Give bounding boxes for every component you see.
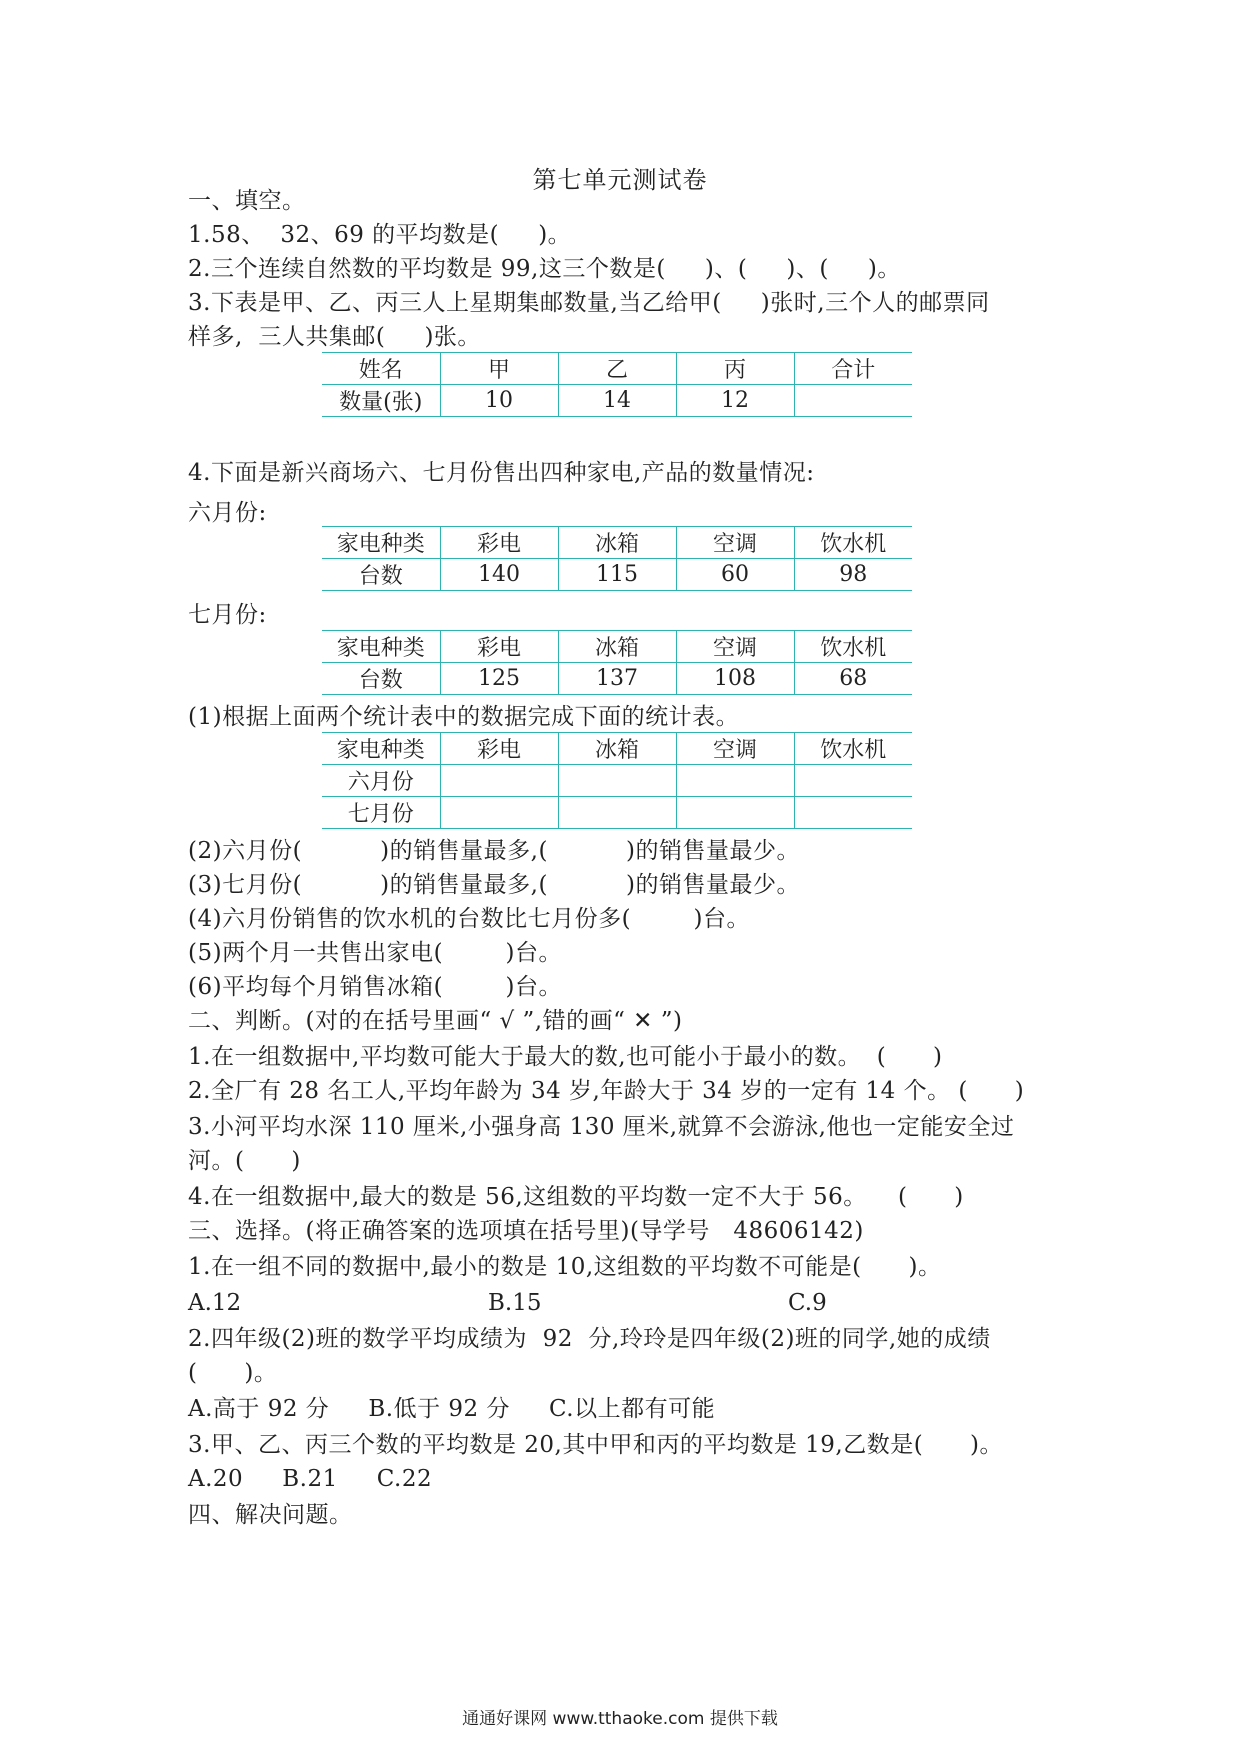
table-cell — [558, 765, 676, 797]
table-cell: 家电种类 — [336, 636, 425, 661]
table-cell — [558, 797, 676, 829]
stamp-table — [322, 352, 912, 417]
table-cell: 饮水机 — [794, 631, 912, 663]
table-row — [322, 733, 912, 765]
june-table — [322, 526, 912, 591]
table-cell: 125 — [440, 663, 558, 695]
table-cell: 10 — [440, 385, 558, 417]
table-row — [322, 527, 912, 559]
footer-credit: 通通好课网 www.tthaoke.com 提供下载 — [462, 1709, 778, 1729]
combo-table — [322, 732, 912, 829]
table-cell — [676, 765, 794, 797]
s3-q1-option-b: B.15 — [488, 1290, 542, 1316]
page-title: 第七单元测试卷 — [532, 166, 708, 194]
table-cell: 数量(张) — [339, 390, 423, 415]
table-row — [322, 385, 912, 417]
s1-sub-3: (3)七月份( )的销售量最多,( )的销售量最少。 — [188, 872, 801, 898]
s2-question-3-line-1: 3.小河平均水深 110 厘米,小强身高 130 厘米,就算不会游泳,他也一定能安全过 — [188, 1114, 1015, 1140]
table-cell: 14 — [558, 385, 676, 417]
table-row — [322, 631, 912, 663]
table-row — [322, 559, 912, 591]
table-cell: 空调 — [676, 733, 794, 765]
s1-question-4: 4.下面是新兴商场六、七月份售出四种家电,产品的数量情况: — [188, 460, 815, 486]
table-cell — [440, 797, 558, 829]
s2-question-3-line-2: 河。( ) — [188, 1148, 301, 1174]
s1-sub-4: (4)六月份销售的饮水机的台数比七月份多( )台。 — [188, 906, 751, 932]
table-cell: 115 — [558, 559, 676, 591]
table-cell: 137 — [558, 663, 676, 695]
table-cell: 60 — [676, 559, 794, 591]
s1-sub-2: (2)六月份( )的销售量最多,( )的销售量最少。 — [188, 838, 801, 864]
table-cell — [676, 797, 794, 829]
section-4-heading: 四、解决问题。 — [188, 1502, 353, 1528]
s3-question-3: 3.甲、乙、丙三个数的平均数是 20,其中甲和丙的平均数是 19,乙数是( )。 — [188, 1432, 1004, 1458]
table-row — [322, 353, 912, 385]
s3-question-1: 1.在一组不同的数据中,最小的数是 10,这组数的平均数不可能是( )。 — [188, 1254, 942, 1280]
s3-q1-option-a: A.12 — [188, 1290, 242, 1316]
s3-q3-options: A.20 B.21 C.22 — [188, 1466, 433, 1492]
table-cell: 家电种类 — [336, 532, 425, 557]
table-row — [322, 765, 912, 797]
s3-q1-option-c: C.9 — [788, 1290, 827, 1316]
table-cell: 彩电 — [440, 631, 558, 663]
table-row — [322, 797, 912, 829]
july-table — [322, 630, 912, 695]
table-cell: 台数 — [358, 668, 403, 693]
section-1-heading: 一、填空。 — [188, 188, 306, 214]
table-cell — [794, 765, 912, 797]
s1-question-3-line-1: 3.下表是甲、乙、丙三人上星期集邮数量,当乙给甲( )张时,三个人的邮票同 — [188, 290, 990, 316]
s1-sub-6: (6)平均每个月销售冰箱( )台。 — [188, 974, 563, 1000]
s1-sub-5: (5)两个月一共售出家电( )台。 — [188, 940, 563, 966]
table-cell: 空调 — [676, 527, 794, 559]
table-cell: 空调 — [676, 631, 794, 663]
table-cell: 饮水机 — [794, 527, 912, 559]
table-cell: 140 — [440, 559, 558, 591]
s2-question-1: 1.在一组数据中,平均数可能大于最大的数,也可能小于最小的数。 ( ) — [188, 1044, 943, 1070]
july-label: 七月份: — [188, 602, 267, 628]
table-cell: 七月份 — [347, 802, 414, 827]
table-cell: 合计 — [794, 353, 912, 385]
s1-question-1: 1.58、 32、69 的平均数是( )。 — [188, 222, 572, 248]
table-cell: 家电种类 — [336, 738, 425, 763]
table-cell — [440, 765, 558, 797]
table-cell: 68 — [794, 663, 912, 695]
table-cell: 甲 — [440, 353, 558, 385]
table-row — [322, 663, 912, 695]
s3-question-2-line-2: ( )。 — [188, 1360, 278, 1386]
s2-question-2: 2.全厂有 28 名工人,平均年龄为 34 岁,年龄大于 34 岁的一定有 14 个。 ( ) — [188, 1078, 1025, 1104]
table-cell: 丙 — [676, 353, 794, 385]
s1-sub-1: (1)根据上面两个统计表中的数据完成下面的统计表。 — [188, 704, 740, 730]
table-cell: 冰箱 — [558, 733, 676, 765]
table-cell: 108 — [676, 663, 794, 695]
table-cell: 冰箱 — [558, 631, 676, 663]
s1-question-2: 2.三个连续自然数的平均数是 99,这三个数是( )、( )、( )。 — [188, 256, 901, 282]
section-2-heading: 二、判断。(对的在括号里画“ √ ”,错的画“ ✕ ”) — [188, 1008, 683, 1034]
table-cell — [794, 385, 912, 417]
table-cell: 98 — [794, 559, 912, 591]
table-cell: 彩电 — [440, 733, 558, 765]
table-cell: 彩电 — [440, 527, 558, 559]
table-cell: 台数 — [358, 564, 403, 589]
table-cell: 冰箱 — [558, 527, 676, 559]
section-3-heading: 三、选择。(将正确答案的选项填在括号里)(导学号 48606142) — [188, 1218, 864, 1244]
table-cell — [794, 797, 912, 829]
table-cell: 12 — [676, 385, 794, 417]
s1-question-3-line-2: 样多, 三人共集邮( )张。 — [188, 324, 481, 350]
s2-question-4: 4.在一组数据中,最大的数是 56,这组数的平均数一定不大于 56。 ( ) — [188, 1184, 964, 1210]
table-cell: 姓名 — [358, 358, 403, 383]
s3-q2-options: A.高于 92 分 B.低于 92 分 C.以上都有可能 — [188, 1396, 716, 1422]
table-cell: 乙 — [558, 353, 676, 385]
table-cell: 饮水机 — [794, 733, 912, 765]
june-label: 六月份: — [188, 500, 267, 526]
table-cell: 六月份 — [347, 770, 414, 795]
s3-question-2-line-1: 2.四年级(2)班的数学平均成绩为 92 分,玲玲是四年级(2)班的同学,她的成绩 — [188, 1326, 991, 1352]
